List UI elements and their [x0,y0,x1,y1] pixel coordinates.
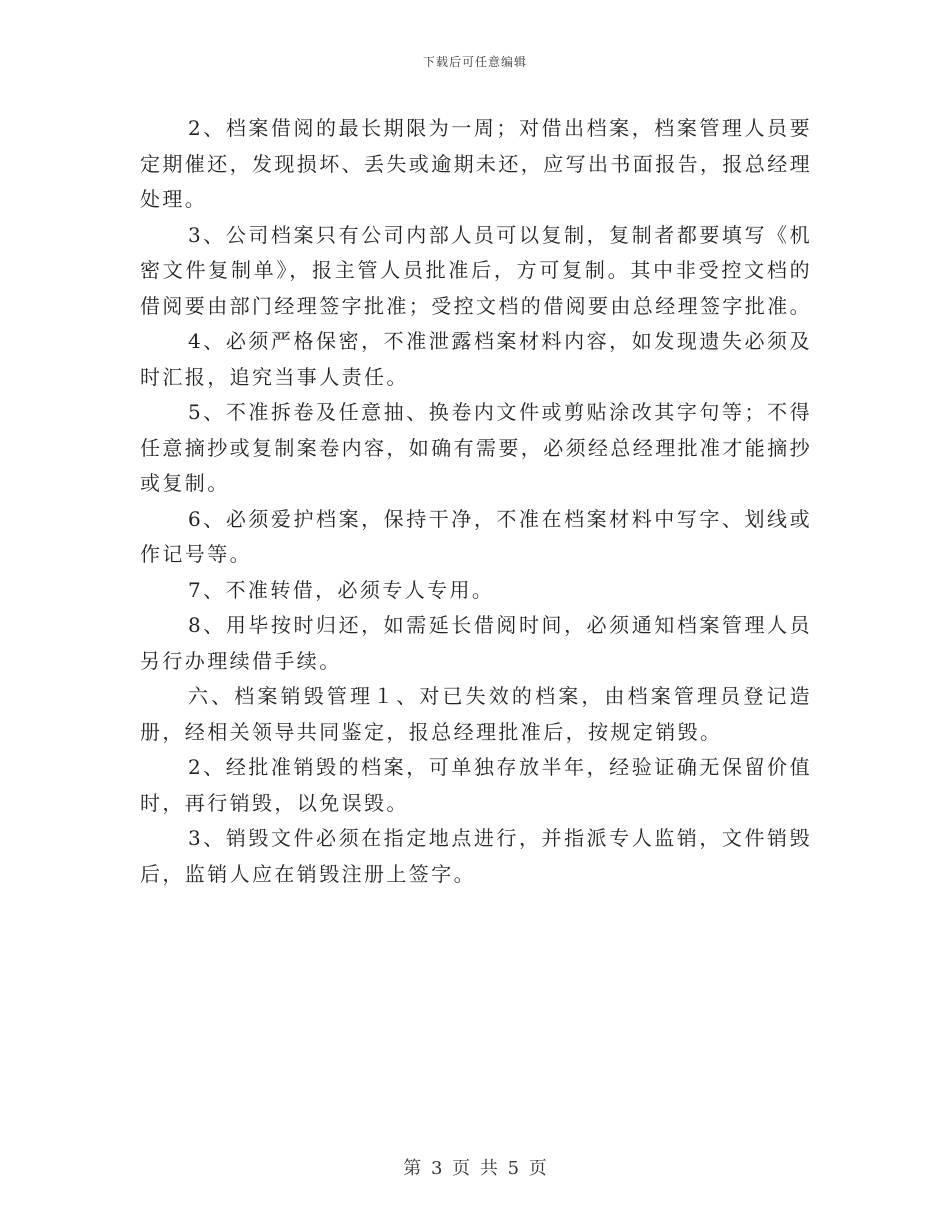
paragraph-item-7: 7、不准转借，必须专人专用。 [188,577,495,602]
paragraph-item-3: 3、公司档案只有公司内部人员可以复制，复制者都要填写《机密文件复制单》，报主管人员批准后，方可复制。其中非受控文档的借阅要由部门经理签字批准；受控文档的借阅要由总经理签字批准。 [140,222,812,318]
paragraph-item-5: 5、不准拆卷及任意抽、换卷内文件或剪贴涂改其字句等；不得任意摘抄或复制案卷内容，如确有需要，必须经总经理批准才能摘抄或复制。 [140,400,812,495]
page-number-footer: 第 3 页 共 5 页 [403,1158,547,1179]
paragraph-destroy-3: 3、销毁文件必须在指定地点进行，并指派专人监销，文件销毁后，监销人应在销毁注册上签字。 [140,826,812,886]
paragraph-destroy-2: 2、经批准销毁的档案，可单独存放半年，经验证确无保留价值时，再行销毁，以免误毁。 [140,755,812,815]
paragraph-item-6: 6、必须爱护档案，保持干净，不准在档案材料中写字、划线或作记号等。 [140,506,812,566]
paragraph-item-2: 2、档案借阅的最长期限为一周；对借出档案，档案管理人员要定期催还，发现损坏、丢失或逾期未还，应写出书面报告，报总经理处理。 [140,116,812,211]
paragraph-item-8: 8、用毕按时归还，如需延长借阅时间，必须通知档案管理人员另行办理续借手续。 [140,613,812,673]
paragraph-item-4: 4、必须严格保密，不准泄露档案材料内容，如发现遗失必须及时汇报，追究当事人责任。 [140,329,812,389]
document-body [140,111,812,892]
page-header: 下载后可任意编辑 [422,55,527,69]
paragraph-section-six: 六、档案销毁管理１、对已失效的档案，由档案管理员登记造册，经相关领导共同鉴定，报总经理批准后，按规定销毁。 [140,684,812,744]
